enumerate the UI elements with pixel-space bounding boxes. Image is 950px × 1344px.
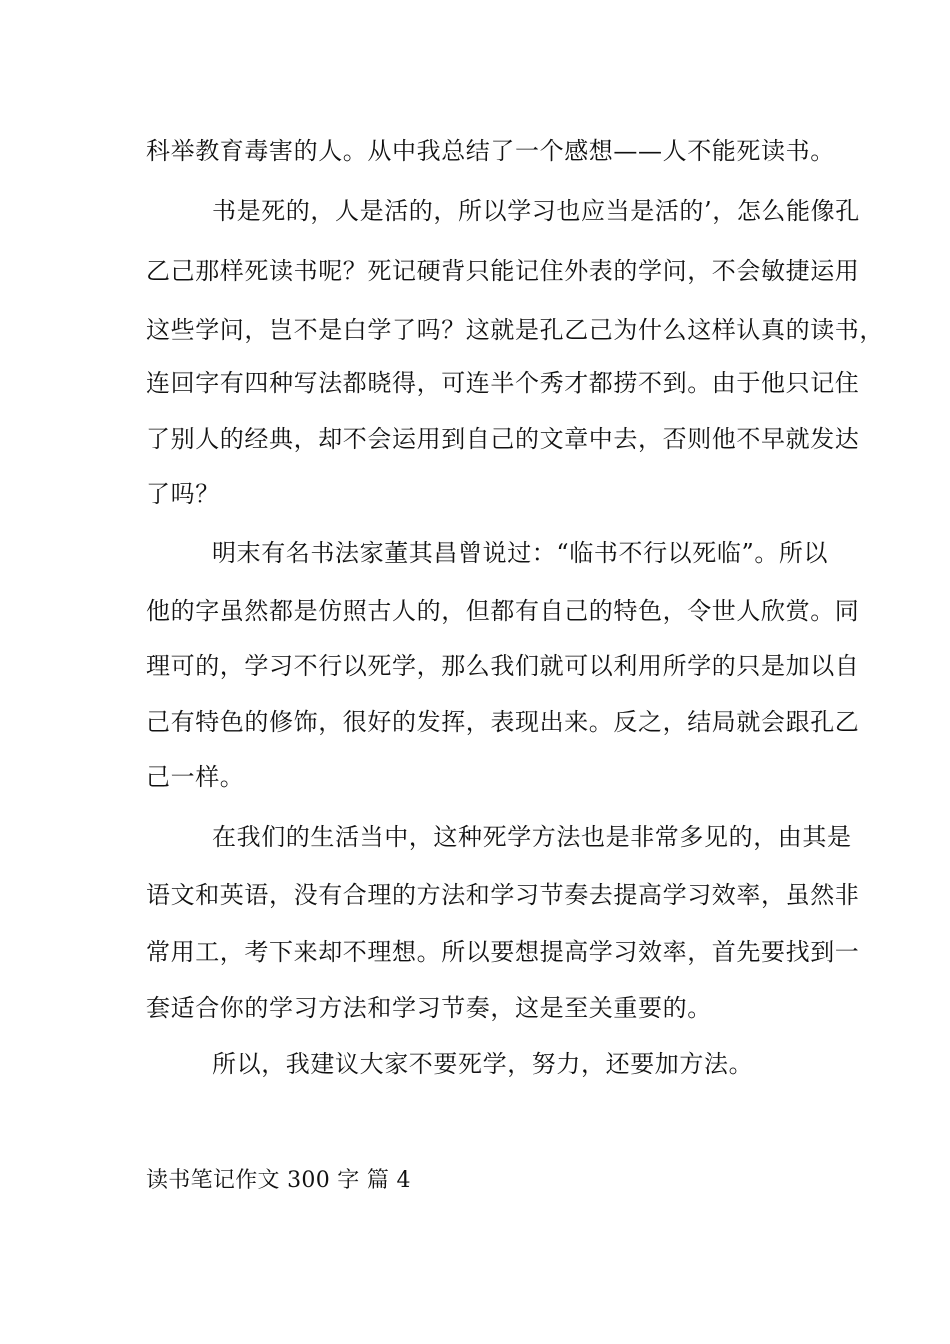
text-line: 己有特色的修饰，很好的发挥，表现出来。反之，结局就会跟孔乙	[146, 708, 860, 736]
text-line: 己一样。	[146, 763, 245, 791]
text-line: 了吗？	[146, 480, 220, 508]
text-line: 理可的，学习不行以死学，那么我们就可以利用所学的只是加以自	[146, 652, 860, 680]
paragraph-first-line: 所以，我建议大家不要死学，努力，还要加方法。	[212, 1050, 754, 1078]
text-line: 套适合你的学习方法和学习节奏，这是至关重要的。	[146, 994, 712, 1022]
text-line: 语文和英语，没有合理的方法和学习节奏去提高学习效率，虽然非	[146, 881, 860, 909]
text-line: 乙己那样死读书呢？死记硬背只能记住外表的学问，不会敏捷运用	[146, 257, 860, 285]
text-line: 这些学问，岂不是白学了吗？这就是孔乙己为什么这样认真的读书，	[146, 316, 884, 344]
text-line: 了别人的经典，却不会运用到自己的文章中去，否则他不早就发达	[146, 425, 860, 453]
paragraph-first-line: 明末有名书法家董其昌曾说过：“临书不行以死临”。所以	[212, 539, 829, 567]
text-line: 科举教育毒害的人。从中我总结了一个感想——人不能死读书。	[146, 137, 835, 165]
section-heading: 读书笔记作文 300 字 篇 4	[146, 1168, 411, 1193]
paragraph-first-line: 书是死的，人是活的，所以学习也应当是活的’，怎么能像孔	[212, 197, 860, 225]
text-line: 连回字有四种写法都晓得，可连半个秀才都捞不到。由于他只记住	[146, 369, 860, 397]
paragraph-first-line: 在我们的生活当中，这种死学方法也是非常多见的，由其是	[212, 823, 852, 851]
text-line: 常用工，考下来却不理想。所以要想提高学习效率，首先要找到一	[146, 938, 860, 966]
text-line: 他的字虽然都是仿照古人的，但都有自己的特色，令世人欣赏。同	[146, 597, 860, 625]
